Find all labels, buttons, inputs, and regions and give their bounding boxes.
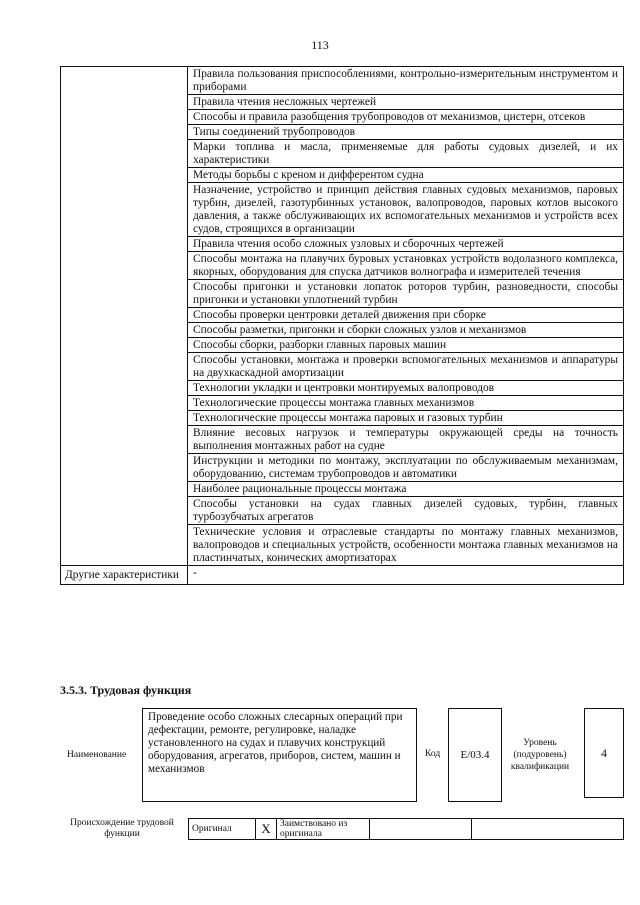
other-row bbox=[61, 566, 624, 585]
code-box: E/03.4 bbox=[448, 708, 502, 802]
origin-original-cell: Оригинал bbox=[189, 819, 256, 840]
knowledge-item: Способы и правила разобщения трубопроводов от механизмов, цистерн, отсеков bbox=[188, 110, 624, 125]
knowledge-item: Технологические процессы монтажа главных механизмов bbox=[188, 396, 624, 411]
knowledge-item: Способы проверки центровки деталей движения при сборке bbox=[188, 308, 624, 323]
knowledge-item: Способы пригонки и установки лопаток роторов турбин, разноведности, способы пригонки и установки уплотнений турбин bbox=[188, 280, 624, 308]
page-number: 113 bbox=[311, 38, 329, 52]
knowledge-item: Правила чтения несложных чертежей bbox=[188, 95, 624, 110]
knowledge-item: Методы борьбы с креном и дифферентом судна bbox=[188, 168, 624, 183]
origin-table bbox=[188, 818, 624, 840]
origin-mark-cell: X bbox=[256, 819, 277, 840]
knowledge-item: Способы разметки, пригонки и сборки сложных узлов и механизмов bbox=[188, 323, 624, 338]
knowledge-item: Назначение, устройство и принцип действия главных судовых механизмов, паровых турбин, дизелей, газотурбинных установок, валопроводов, паровых котлов высокого давления, а также обслуживающих их вспомогательных механизмов и устройств всех судов, строящихся в организации bbox=[188, 183, 624, 237]
knowledge-row bbox=[61, 67, 624, 95]
knowledge-item: Технологии укладки и центровки монтируемых валопроводов bbox=[188, 381, 624, 396]
knowledge-item: Способы монтажа на плавучих буровых установках устройств водолазного комплекса, якорных, оборудования для спуска датчиков волнографа и измерителей течения bbox=[188, 252, 624, 280]
knowledge-item: Наиболее рациональные процессы монтажа bbox=[188, 482, 624, 497]
knowledge-item: Способы сборки, разборки главных паровых машин bbox=[188, 338, 624, 353]
section-heading: 3.5.3. Трудовая функция bbox=[60, 683, 192, 697]
knowledge-item: Правила чтения особо сложных узловых и сборочных чертежей bbox=[188, 237, 624, 252]
knowledge-item: Технические условия и отраслевые стандарты по монтажу главных механизмов, валопроводов и специальных устройств, особенности монтажа главных механизмов на пластинчатых, конических амортизаторах bbox=[188, 525, 624, 566]
origin-borrowed-cell: Заимствовано из оригинала bbox=[277, 819, 370, 840]
knowledge-item: Способы установки на судах главных дизелей судовых, турбин, главных турбозубчатых агрегатов bbox=[188, 497, 624, 525]
knowledge-item: Способы установки, монтажа и проверки вспомогательных механизмов и аппаратуры на двухкаскадной амортизации bbox=[188, 353, 624, 381]
code-label: Код bbox=[425, 749, 441, 759]
level-box: 4 bbox=[584, 708, 624, 798]
other-label: Другие характеристики bbox=[61, 566, 188, 585]
knowledge-item: Инструкции и методики по монтажу, эксплуатации по обслуживаемым механизмам, оборудованию, системам трубопроводов и автоматики bbox=[188, 454, 624, 482]
knowledge-item: Марки топлива и масла, применяемые для работы судовых дизелей, и их характеристики bbox=[188, 140, 624, 168]
name-label: Наименование bbox=[67, 750, 127, 760]
knowledge-item: Типы соединений трубопроводов bbox=[188, 125, 624, 140]
knowledge-item: Влияние весовых нагрузок и температуры окружающей среды на точность выполнения монтажных работ на судне bbox=[188, 426, 624, 454]
knowledge-item: Технологические процессы монтажа паровых и газовых турбин bbox=[188, 411, 624, 426]
knowledge-item: Правила пользования приспособлениями, контрольно-измерительным инструментом и приборами bbox=[188, 67, 624, 95]
knowledge-label-cell bbox=[61, 67, 188, 566]
origin-label: Происхождение трудовой функции bbox=[70, 818, 174, 839]
level-label: Уровень (подуровень) квалификации bbox=[510, 738, 570, 772]
knowledge-table bbox=[60, 66, 624, 585]
other-value: - bbox=[188, 566, 624, 585]
origin-empty-cell-1 bbox=[370, 819, 472, 840]
origin-empty-cell-2 bbox=[472, 819, 624, 840]
function-name-box: Проведение особо сложных слесарных операций при дефектации, ремонте, регулировке, наладке установленного на судах и плавучих конструкций оборудования, агрегатов, приборов, систем, машин и механизмов bbox=[142, 708, 417, 802]
